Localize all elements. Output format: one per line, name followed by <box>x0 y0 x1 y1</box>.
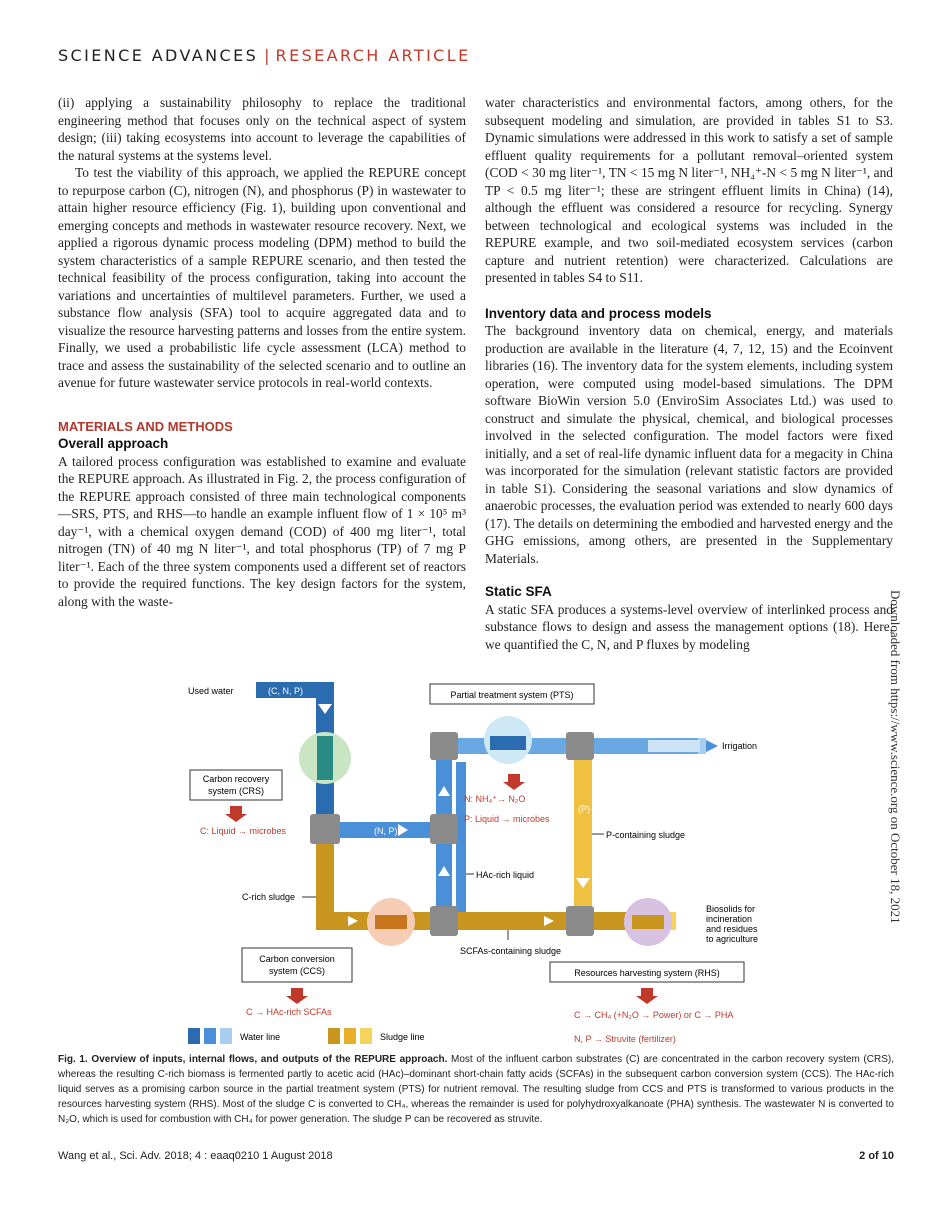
figure-caption <box>58 1052 894 1127</box>
paragraph: (ii) applying a sustainability philosophy to replace the traditional engineering method that focuses only on the technical aspect of system design; (iii) taking ecosystems into account to leverage the capabilities of the natural systems at the systems level. <box>58 95 466 163</box>
p-label: (P) <box>578 804 590 814</box>
rhs-output-2: N, P → Struvite (fertilizer) <box>574 1034 676 1044</box>
ccs-label-2: system (CCS) <box>269 966 325 976</box>
joint <box>430 732 458 760</box>
biosolids-4: to agriculture <box>706 934 759 944</box>
paragraph: A static SFA produces a systems-level overview of interlinked process and substance flows to design and assess the management options (18). Here, we quantified the C, N, and P fluxes by modeling <box>485 601 893 652</box>
joint <box>430 906 458 936</box>
article-type: RESEARCH ARTICLE <box>275 46 471 65</box>
journal-name: SCIENCE ADVANCES <box>58 46 259 65</box>
caption-label: Fig. 1. Overview of inputs, internal flows, and outputs of the REPURE approach. <box>58 1054 448 1065</box>
cnp-label: (C, N, P) <box>268 686 303 696</box>
crs-label-2: system (CRS) <box>208 786 264 796</box>
rhs-title: Resources harvesting system (RHS) <box>574 968 720 978</box>
np-label: (N, P) <box>374 826 398 836</box>
section-heading: MATERIALS AND METHODS <box>58 418 233 434</box>
pts-n-output: N: NH₄⁺→ N₂O <box>464 794 526 804</box>
sludge-pipe-main <box>316 912 646 930</box>
legend-water: Water line <box>240 1032 281 1042</box>
paragraph: To test the viability of this approach, we applied the REPURE concept to repurpose carbon (C), nitrogen (N), and phosphorus (P) in wastewater to attain higher resource efficiency (Fig. 1), building upon conventional and emerging concepts and methods in wastewater resource recovery. Next, we applied a rigorous dynamic process modeling (DPM) method to build the system characteristics of a sample REPURE scenario, and then tested the technical feasibility of the process configuration, taking into account the variations and uncertainties of multilevel parameters. Further, we used a substance flow analysis (SFA) tool to acquire aggregated data and to visualize the resource harvesting patterns and losses from the entire system. Finally, we used a probabilistic life cycle assessment (LCA) method to trace and assess the sustainability of the selected scenario and to outline an avenue for future wastewater service protocols in real-world contexts. <box>58 165 466 390</box>
right-column <box>485 94 893 653</box>
legend-sludge: Sludge line <box>380 1032 425 1042</box>
subsection-heading: Static SFA <box>485 584 552 599</box>
biosolids-1: Biosolids for <box>706 904 756 914</box>
hac-liquid-label: HAc-rich liquid <box>476 870 535 880</box>
joint <box>566 906 594 936</box>
crs-output: C: Liquid → microbes <box>200 826 287 836</box>
subsection-heading: Overall approach <box>58 436 169 451</box>
journal-header <box>58 46 471 65</box>
biosolids-3: and residues <box>706 924 758 934</box>
page-number: 2 of 10 <box>859 1150 894 1162</box>
paragraph: water characteristics and environmental factors, among others, for the subsequent modeling and simulation, are provided in tables S1 to S3. Dynamic simulations were addressed in this work to satisfy a set of sample effluent quality requirements for a pollutant removal–oriented system (COD < 30 mg liter⁻¹, TN < 15 mg N liter⁻¹, NH₄⁺-N < 5 mg N liter⁻¹, and TP < 0.5 mg liter⁻¹; these are stringent effluent limits in China) (14), although the effluent was considered a resource for recycling. Synergy between technological and ecological systems was included in the REPURE example, and two soil-mediated ecosystem services (carbon capture and nutrient retention) were characterized. Calculations are presented in tables S4 to S11. <box>485 95 893 285</box>
ccs-label-1: Carbon conversion <box>259 954 335 964</box>
scfa-sludge-label: SCFAs-containing sludge <box>460 946 562 956</box>
joint <box>310 814 340 844</box>
figure-1 <box>58 672 898 1050</box>
red-arrow <box>503 782 525 790</box>
irrigation-label: Irrigation <box>722 741 758 751</box>
left-column <box>58 94 466 610</box>
red-arrow <box>636 996 658 1004</box>
used-water-label: Used water <box>188 686 234 696</box>
crs-label-1: Carbon recovery <box>202 774 270 784</box>
ccs-output: C → HAc-rich SCFAs <box>246 1007 332 1017</box>
biosolids-2: incineration <box>706 914 753 924</box>
paragraph: The background inventory data on chemical, energy, and materials production are available in the literature (4, 7, 12, 15) and the Ecoinvent libraries (16). The inventory data for the system elements, including system operation, were computed using model-based simulations. The DPM software BioWin version 5.0 (EnviroSim Associates Ltd.) was used to construct and simulate the physical, chemical, and biological processes involved in the selected configuration. The model factors were fixed initially, and a set of real-life dynamic influent data for a megacity in China was incorporated for the simulation (relevant statistic factors are provided in table S1). Considering the seasonal variations and slow dynamics of anaerobic processes, the evaluation period was extended to nearly 600 days (17). The details on determining the embodied and harvested energy and the GHG emissions, among others, are presented in the Supplementary Materials. <box>485 323 893 566</box>
c-sludge-label: C-rich sludge <box>242 892 296 902</box>
paragraph: A tailored process configuration was established to examine and evaluate the REPURE approach. As illustrated in Fig. 2, the process configuration of the REPURE approach consisted of three main technological components—SRS, PTS, and RHS—to handle an example influent flow of 1 × 10⁵ m³ day⁻¹, with a chemical oxygen demand (COD) of 400 mg liter⁻¹, total nitrogen (TN) of 40 mg N liter⁻¹, and total phosphorus (TP) of 7 mg P liter⁻¹. Each of the three system components used a different set of reactors to provide the required functions. The key design factors for the system, along with the waste- <box>58 453 466 609</box>
citation: Wang et al., Sci. Adv. 2018; 4 : eaaq0210 1 August 2018 <box>58 1150 333 1162</box>
sludge-pipe-p <box>574 754 592 914</box>
red-arrow <box>225 814 247 822</box>
pts-title: Partial treatment system (PTS) <box>450 690 574 700</box>
pts-p-output: P: Liquid → microbes <box>464 814 550 824</box>
caption-text: Most of the influent carbon substrates (C) are concentrated in the carbon recovery system (CRS), whereas the resulting C-rich biomass is fermented partly to acetic acid (HAc)–dominant short-chain fatty acids (SCFAs) in the subsequent carbon conversion system (CCS). The HAc-rich liquid serves as a promising carbon source in the partial treatment system (PTS) for nutrient removal. The resulting sludge from CCS and PTS is transformed to various products in the resources harvesting system (RHS). Most of the sludge C is converted to CH₄, whereas the remainder is used for polyhydroxyalkanoate (PHA) synthesis. The wastewater N is converted to N₂O, which is used for combustion with CH₄ for power generation. The sludge P can be recovered as struvite. <box>58 1054 894 1125</box>
red-arrow <box>286 996 308 1004</box>
irrigation-arrow <box>706 740 718 752</box>
p-sludge-label: P-containing sludge <box>606 830 686 840</box>
subsection-heading: Inventory data and process models <box>485 305 712 321</box>
joint <box>566 732 594 760</box>
page-footer <box>58 1150 894 1162</box>
joint <box>430 814 458 844</box>
rhs-output-1: C → CH₄ (+N₂O → Power) or C → PHA <box>574 1010 734 1020</box>
download-note: Downloaded from https://www.science.org on October 18, 2021 <box>888 590 903 924</box>
header-separator: | <box>264 46 270 65</box>
